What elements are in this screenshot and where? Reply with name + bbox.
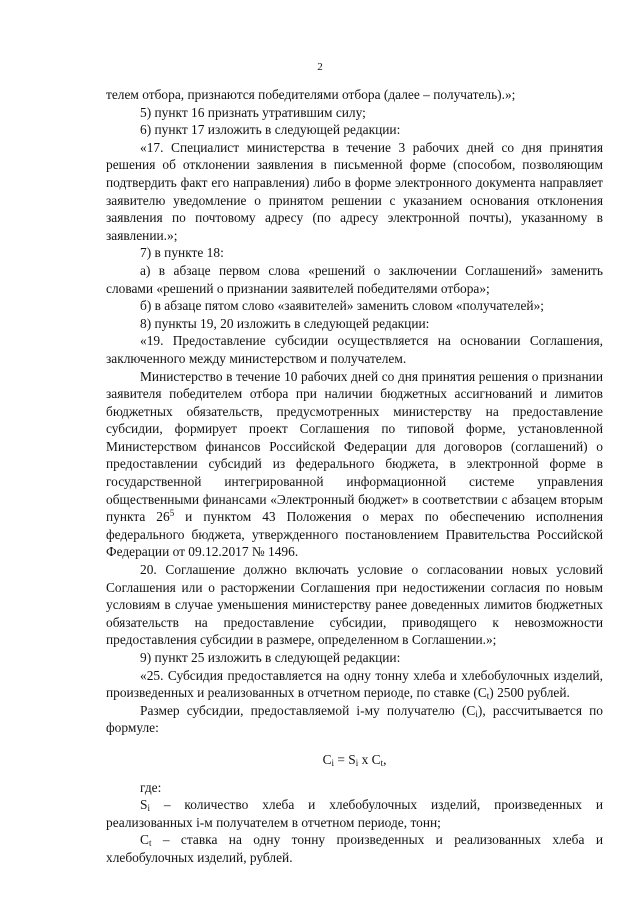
paragraph-clause-19: «19. Предоставление субсидии осуществляется на основании Соглашения, заключенного между министерством и получателем.: [106, 333, 603, 366]
text-run: «25. Субсидия предоставляется на одну тонну хлеба и хлебобулочных изделий, произведенных и реализованных в отчетном периоде, по ставке (С: [106, 667, 603, 701]
formula-c: С: [322, 751, 332, 767]
text-run: С: [140, 832, 149, 848]
text-run: и пунктом 43 Положения о мерах по обеспечению исполнения федерального бюджета, утвержденного постановлением Правительства Российской Федерации от 09.12.2017 № 1496.: [106, 509, 603, 560]
text-run: Размер субсидии, предоставляемой i-му получателю (С: [140, 702, 476, 718]
paragraph-def-si: [106, 796, 603, 831]
subscript: i: [147, 803, 150, 814]
paragraph-clause-25: [106, 667, 603, 702]
subscript: t: [486, 691, 490, 702]
paragraph-item-6: 6) пункт 17 изложить в следующей редакции:: [140, 122, 401, 138]
document-body: [106, 86, 603, 867]
text-run: – количество хлеба и хлебобулочных изделий, произведенных и реализованных i-м получателем в отчетном периоде, тонн;: [106, 797, 603, 830]
formula-x: x С: [358, 751, 381, 767]
subscript: i: [331, 757, 335, 768]
paragraph-clause-20: 20. Соглашение должно включать условие о согласовании новых условий Соглашения или о расторжении Соглашения при недостижении согласия по новым условиям в случае уменьшения министерству ранее доведенных лимитов бюджетных обязательств на предоставление субсидии, приводящего к невозможности предоставления субсидии в размере, определенном в Соглашении.»;: [106, 562, 603, 648]
formula-eq: = S: [334, 751, 356, 767]
paragraph-item-8: 8) пункты 19, 20 изложить в следующей редакции:: [140, 315, 430, 331]
formula: [106, 751, 603, 769]
paragraph-subsidy-size: [106, 702, 603, 737]
paragraph-item-7: 7) в пункте 18:: [140, 245, 224, 261]
text-run: ), рассчитывается по формуле:: [106, 702, 603, 736]
paragraph-item-5: 5) пункт 16 признать утратившим силу;: [140, 104, 366, 120]
text-run: Министерство в течение 10 рабочих дней со дня принятия решения о признании заявителя победителем отбора при наличии бюджетных ассигнований и лимитов бюджетных обязательств, предусмотренных министерству на предоставление субсидии, формирует проект Соглашения по типовой форме, установленной Министерством финансов Российской Федерации для договоров (соглашений) о предоставлении субсидий из федерального бюджета, в электронной форме в государственной интегрированной информационной системе управления общественными финансами «Электронный бюджет» в соответствии с абзацем вторым пункта 26: [106, 368, 603, 525]
subscript: i: [475, 708, 478, 719]
paragraph-continuation: телем отбора, признаются победителями отбора (далее – получатель).»;: [106, 87, 516, 102]
paragraph-item-7b: б) в абзаце пятом слово «заявителей» заменить словом «получателей»;: [140, 298, 544, 314]
paragraph-where: где:: [140, 779, 162, 795]
subscript: i: [355, 757, 359, 768]
paragraph-item-7a: а) в абзаце первом слова «решений о заключении Соглашений» заменить словами «решений о признании заявителей победителями отбора»;: [106, 262, 603, 296]
superscript: 5: [169, 508, 175, 519]
paragraph-def-ct: [106, 831, 603, 866]
text-run: S: [140, 797, 148, 813]
page-number: 2: [317, 61, 323, 73]
formula-end: ,: [383, 751, 387, 767]
paragraph-clause-17: «17. Специалист министерства в течение 3 рабочих дней со дня принятия решения об отклонении заявления в письменной форме (способом, позволяющим подтвердить факт его направления) либо в форме электронного документа направляет заявителю уведомление о принятом решении с указанием основания отклонения заявления по почтовому адресу (по адресу электронной почты), указанному в заявлении.»;: [106, 139, 603, 243]
text-run: – ставка на одну тонну произведенных и реализованных хлеба и хлебобулочных изделий, рублей.: [106, 832, 603, 865]
subscript: t: [148, 838, 152, 849]
subscript: t: [380, 757, 384, 768]
text-run: ) 2500 рублей.: [489, 685, 570, 701]
paragraph-ministry-agreement: [106, 368, 603, 562]
paragraph-item-9: 9) пункт 25 изложить в следующей редакции:: [140, 650, 401, 665]
